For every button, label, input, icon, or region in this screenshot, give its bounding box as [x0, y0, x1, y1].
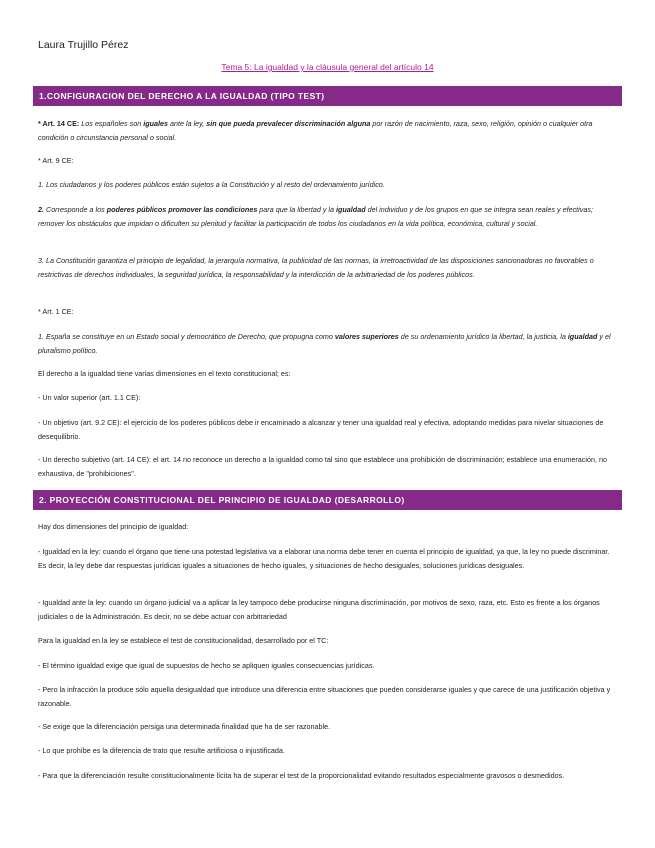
art14-paragraph	[38, 117, 618, 144]
document-title[interactable]: Tema 5: La igualdad y la cláusula general del artículo 14	[221, 62, 434, 72]
art14-bold-2: sin que pueda prevalecer discriminación alguna	[206, 119, 371, 128]
art9-paragraph-2	[38, 203, 618, 230]
dimension-objetivo: - Un objetivo (art. 9.2 CE): el ejercicio de los poderes públicos debe ir encaminado a alcanzar y tener una igualdad real y efectiva, adoptando medidas para nivelar situaciones de desequilibrio.	[38, 418, 604, 441]
art14-text-3: por razón de nacimiento, raza, sexo, religión, opinión o cualquier otra condición o circunstancia personal o social.	[38, 119, 593, 142]
art14-text-1: Los españoles son	[81, 119, 144, 128]
art9-2-text-1: Corresponde a los	[44, 205, 107, 214]
test-item-1: - El término igualdad exige que igual de supuestos de hecho se apliquen iguales consecuencias jurídicas.	[38, 661, 375, 670]
section-1-heading: 1.CONFIGURACION DEL DERECHO A LA IGUALDAD (TIPO TEST)	[33, 86, 622, 106]
art14-text-2: ante la ley,	[168, 119, 207, 128]
test-constitucionalidad: Para la igualdad en la ley se establece el test de constitucionalidad, desarrollado por el TC:	[38, 636, 329, 645]
art1-text-2: de su ordenamiento jurídico la libertad, la justicia, la	[398, 332, 568, 341]
art1-text-3: y el pluralismo político.	[38, 332, 611, 355]
art14-bold-1: iguales	[143, 119, 168, 128]
igualdad-en-la-ley: - Igualdad en la ley: cuando el órgano que tiene una potestad legislativa va a elaborar una norma debe tener en cuenta el principio de igualdad, ya que, la ley no puede discriminar. Es decir, la ley debe dar respuestas jurídicas iguales a situaciones de hecho iguales, y situaciones de hecho desiguales, soluciones jurídicas desiguales.	[38, 547, 610, 570]
art9-paragraph-1: 1. Los ciudadanos y los poderes públicos están sujetos a la Constitución y al resto del ordenamiento jurídico.	[38, 180, 385, 189]
section-2-heading: 2. PROYECCIÓN CONSTITUCIONAL DEL PRINCIPIO DE IGUALDAD (DESARROLLO)	[33, 490, 622, 510]
art9-2-bold-2: igualdad	[336, 205, 366, 214]
test-item-3: - Se exige que la diferenciación persiga una determinada finalidad que ha de ser razonable.	[38, 722, 331, 731]
art14-label: * Art. 14 CE:	[38, 119, 82, 128]
art1-label: * Art. 1 CE:	[38, 307, 74, 316]
art9-2-bold-1: poderes públicos promover las condiciones	[106, 205, 258, 214]
art1-text-1: 1. España se constituye en un Estado social y democrático de Derecho, que propugna como	[38, 332, 335, 341]
dimension-valor: - Un valor superior (art. 1.1 CE):	[38, 393, 141, 402]
dimension-derecho: - Un derecho subjetivo (art. 14 CE): el art. 14 no reconoce un derecho a la igualdad como tal sino que establece una prohibición de discriminación; establece una enumeración, no exhaustiva, de "prohibiciones".	[38, 455, 607, 478]
test-item-2: - Pero la infracción la produce sólo aquella desigualdad que introduce una diferencia entre situaciones que pueden considerarse iguales y que carece de una justificación objetiva y razonable.	[38, 685, 611, 708]
art9-label: * Art. 9 CE:	[38, 156, 74, 165]
art9-2-text-3: del individuo y de los grupos en que se integra sean reales y efectivas; remover los obstáculos que impidan o dificulten su plenitud y facilitar la participación de todos los ciudadanos en la vida política, económica, cultural y social.	[38, 205, 593, 228]
art9-2-text-2: para que la libertad y la	[257, 205, 337, 214]
art9-2-number: 2.	[38, 205, 44, 214]
dimensions-intro: El derecho a la igualdad tiene varias dimensiones en el texto constitucional; es:	[38, 369, 291, 378]
test-item-4: - Lo que prohíbe es la diferencia de trato que resulte artificiosa o injustificada.	[38, 746, 285, 755]
art1-bold-1: valores superiores	[334, 332, 399, 341]
art9-paragraph-3: 3. La Constitución garantiza el principio de legalidad, la jerarquía normativa, la publicidad de las normas, la irretroactividad de las disposiciones sancionadoras no favorables o restrictivas de derechos individuales, la seguridad jurídica, la responsabilidad y la interdicción de la arbitrariedad de los poderes públicos.	[38, 256, 594, 279]
art1-paragraph	[38, 330, 618, 357]
section2-intro: Hay dos dimensiones del principio de igualdad:	[38, 522, 189, 531]
test-item-5: - Para que la diferenciación resulte constitucionalmente lícita ha de superar el test de la proporcionalidad evitando resultados especialmente gravosos o desmedidos.	[38, 771, 565, 780]
author-name: Laura Trujillo Pérez	[38, 39, 129, 51]
igualdad-ante-la-ley: - Igualdad ante la ley: cuando un órgano judicial va a aplicar la ley tampoco debe producirse ninguna discriminación, por motivos de sexo, raza, etc. Esto es frente a los órganos judiciales o de la Administración. Es decir, no se debe actuar con arbitrariedad	[38, 598, 600, 621]
art1-bold-2: igualdad	[567, 332, 598, 341]
